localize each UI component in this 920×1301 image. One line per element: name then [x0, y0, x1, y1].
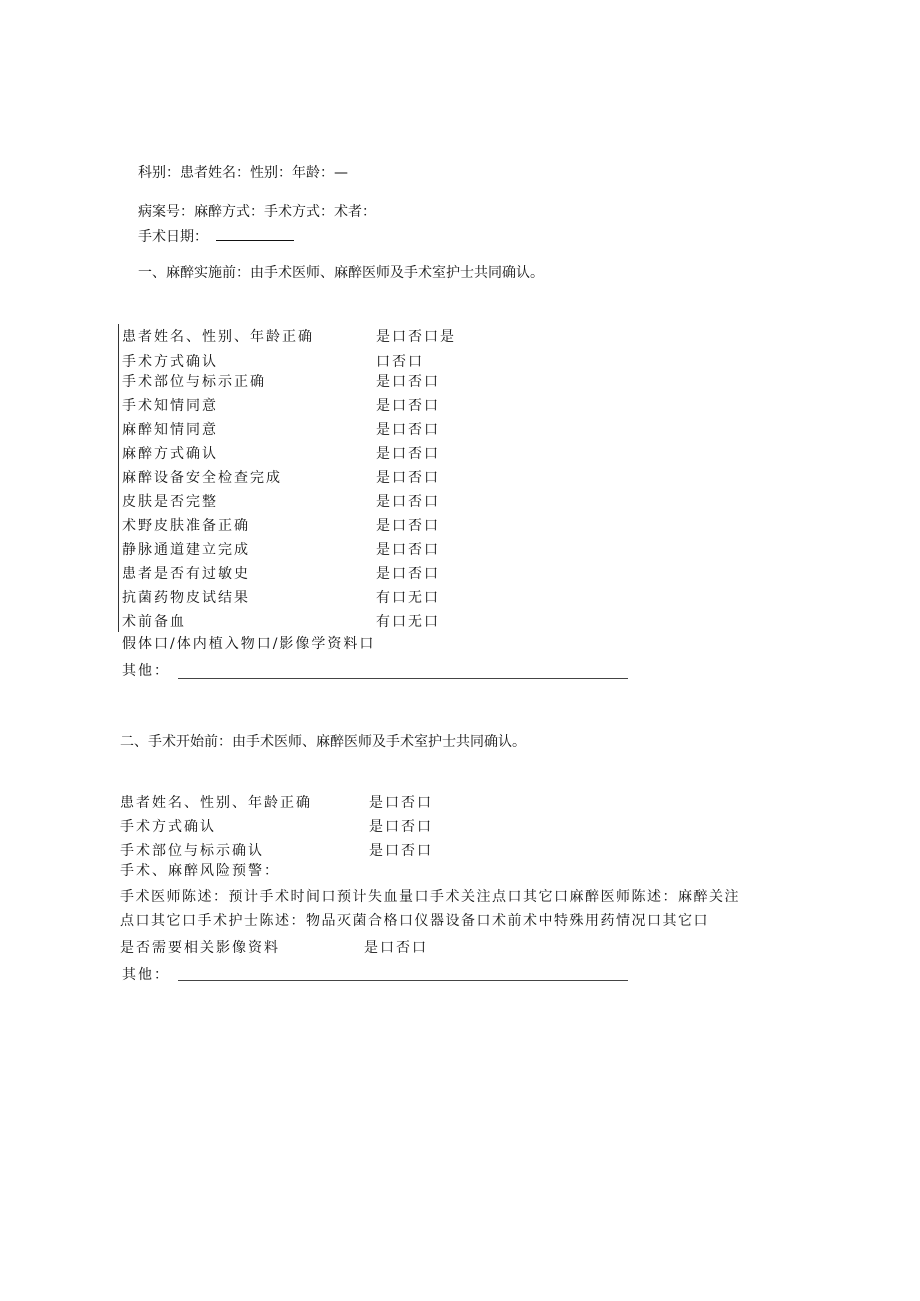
section1-item-value[interactable]: 是口否口: [376, 494, 440, 510]
section1-item-label: 患者是否有过敏史: [122, 566, 250, 582]
section1-item-label: 皮肤是否完整: [122, 494, 218, 510]
section1-item-label: 静脉通道建立完成: [122, 542, 250, 558]
surgery-date-label: 手术日期：: [138, 229, 208, 245]
section1-item-label: 术野皮肤准备正确: [122, 518, 250, 534]
section1-item-label: 手术知情同意: [122, 398, 218, 414]
section2-other-field[interactable]: [178, 980, 628, 981]
risk-warning-title: 手术、麻醉风险预警：: [120, 863, 280, 879]
section2-item-label: 手术方式确认: [120, 819, 216, 835]
section1-other-field[interactable]: [178, 678, 628, 679]
section2-item-value[interactable]: 是口否口: [369, 819, 433, 835]
section1-item-value[interactable]: 有口无口: [376, 590, 440, 606]
section2-item-label: 患者姓名、性别、年龄正确: [120, 795, 312, 811]
section1-item-value[interactable]: 有口无口: [376, 614, 440, 630]
section1-item-value[interactable]: 是口否口: [376, 566, 440, 582]
section1-item-label: 术前备血: [122, 614, 186, 630]
section1-item-label: 抗菌药物皮试结果: [122, 590, 250, 606]
section1-item-label: 麻醉设备安全检查完成: [122, 470, 282, 486]
section2-item-value[interactable]: 是口否口: [369, 843, 433, 859]
section1-item-label: 手术部位与标示正确: [122, 374, 266, 390]
section1-item-value[interactable]: 是口否口是: [376, 329, 456, 345]
section1-other-label: 其他：: [122, 663, 170, 679]
section1-item-label: 手术方式确认: [122, 354, 218, 370]
section2-other-label: 其他：: [122, 967, 170, 983]
risk-statement-line-1: 手术医师陈述：预计手术时间口预计失血量口手术关注点口其它口麻醉医师陈述：麻醉关注: [120, 889, 740, 905]
section1-left-border: [118, 324, 119, 632]
section1-item-value[interactable]: 是口否口: [376, 374, 440, 390]
section1-item-value[interactable]: 是口否口: [376, 446, 440, 462]
section2-item-value[interactable]: 是口否口: [369, 795, 433, 811]
section1-item-label: 患者姓名、性别、年龄正确: [122, 329, 314, 345]
section1-item-value[interactable]: 是口否口: [376, 518, 440, 534]
section1-item-value[interactable]: 是口否口: [376, 398, 440, 414]
section2-title: 二、手术开始前：由手术医师、麻醉医师及手术室护士共同确认。: [120, 734, 526, 750]
section1-item-label: 麻醉知情同意: [122, 422, 218, 438]
section2-item-label: 手术部位与标示确认: [120, 843, 264, 859]
section1-title: 一、麻醉实施前：由手术医师、麻醉医师及手术室护士共同确认。: [138, 265, 544, 281]
imaging-label: 是否需要相关影像资料: [120, 940, 280, 956]
imaging-row: [120, 937, 280, 957]
section1-item-label: 麻醉方式确认: [122, 446, 218, 462]
section1-item-value[interactable]: 是口否口: [376, 542, 440, 558]
section1-item-value[interactable]: 口否口: [376, 354, 424, 370]
surgery-date-field[interactable]: [216, 228, 294, 241]
imaging-value[interactable]: 是口否口: [364, 940, 428, 956]
section1-item-value[interactable]: 是口否口: [376, 422, 440, 438]
risk-statement-line-2: 点口其它口手术护士陈述：物品灭菌合格口仪器设备口术前术中特殊用药情况口其它口: [120, 913, 709, 929]
implants-line: 假体口/体内植入物口/影像学资料口: [122, 636, 376, 652]
header-line-3: [138, 226, 294, 246]
header-line-1: 科别：患者姓名：性别：年龄：—: [138, 165, 348, 181]
header-line-2: 病案号：麻醉方式：手术方式：术者：: [138, 204, 376, 220]
section1-item-value[interactable]: 是口否口: [376, 470, 440, 486]
